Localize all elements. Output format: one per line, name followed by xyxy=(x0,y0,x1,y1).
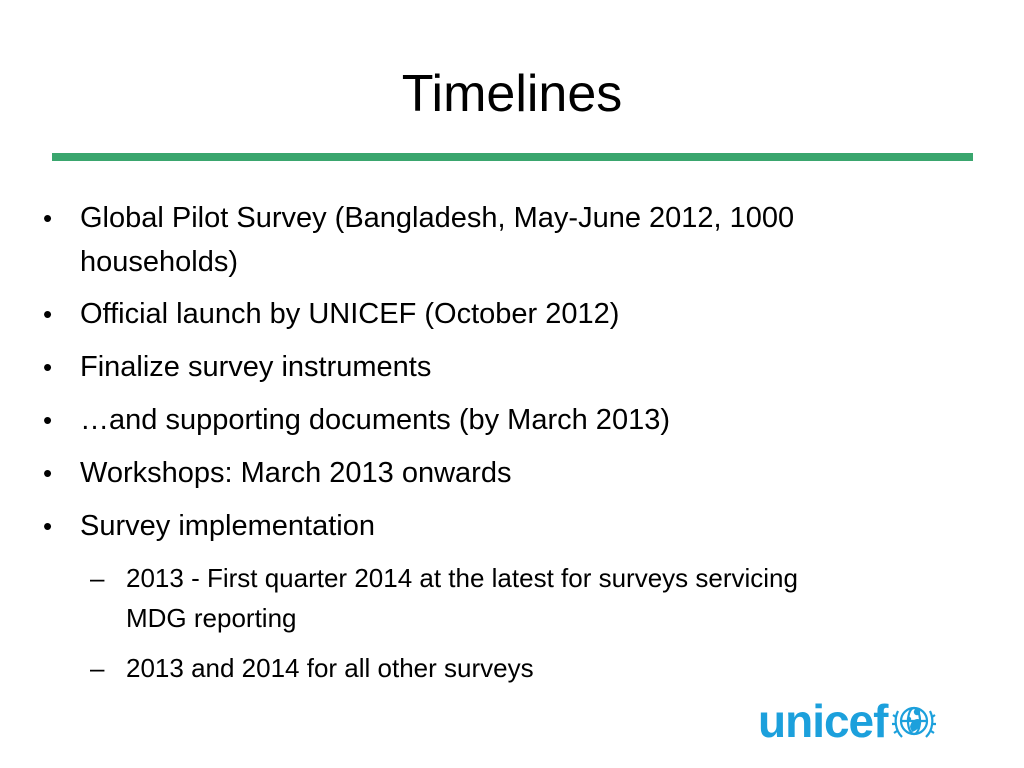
sub-bullet-text: 2013 and 2014 for all other surveys xyxy=(126,653,534,683)
sub-bullet-item xyxy=(90,558,956,638)
bullet-marker: • xyxy=(43,405,53,435)
bullet-item xyxy=(43,292,920,336)
bullet-text: Survey implementation xyxy=(80,510,375,542)
sub-bullet-text-line: 2013 - First quarter 2014 at the latest for surveys servicing xyxy=(126,563,798,593)
bullet-item xyxy=(43,196,920,284)
bullet-text: …and supporting documents (by March 2013) xyxy=(80,404,670,436)
bullet-text-line: Global Pilot Survey (Bangladesh, May-June 2012, 1000 xyxy=(80,202,795,234)
unicef-emblem-icon xyxy=(890,697,938,745)
slide-title: Timelines xyxy=(401,65,623,123)
sub-bullet-marker: – xyxy=(90,653,105,683)
sub-bullet-text-line: MDG reporting xyxy=(126,603,297,633)
logo-wordmark: unicef xyxy=(758,695,888,747)
bullet-item xyxy=(43,504,920,548)
bullet-item xyxy=(43,398,920,442)
bullet-text-line: households) xyxy=(80,246,238,278)
bullet-item xyxy=(43,345,920,389)
bullet-text: Finalize survey instruments xyxy=(80,351,432,383)
bullet-item xyxy=(43,451,920,495)
unicef-logo xyxy=(758,693,938,749)
bullet-marker: • xyxy=(43,203,53,233)
bullet-marker: • xyxy=(43,352,53,382)
sub-bullet-marker: – xyxy=(90,563,105,593)
bullet-marker: • xyxy=(43,511,53,541)
bullet-text: Official launch by UNICEF (October 2012) xyxy=(80,298,620,330)
bullet-marker: • xyxy=(43,458,53,488)
bullet-text: Workshops: March 2013 onwards xyxy=(80,457,512,489)
sub-bullet-item xyxy=(90,648,956,688)
bullet-marker: • xyxy=(43,299,53,329)
